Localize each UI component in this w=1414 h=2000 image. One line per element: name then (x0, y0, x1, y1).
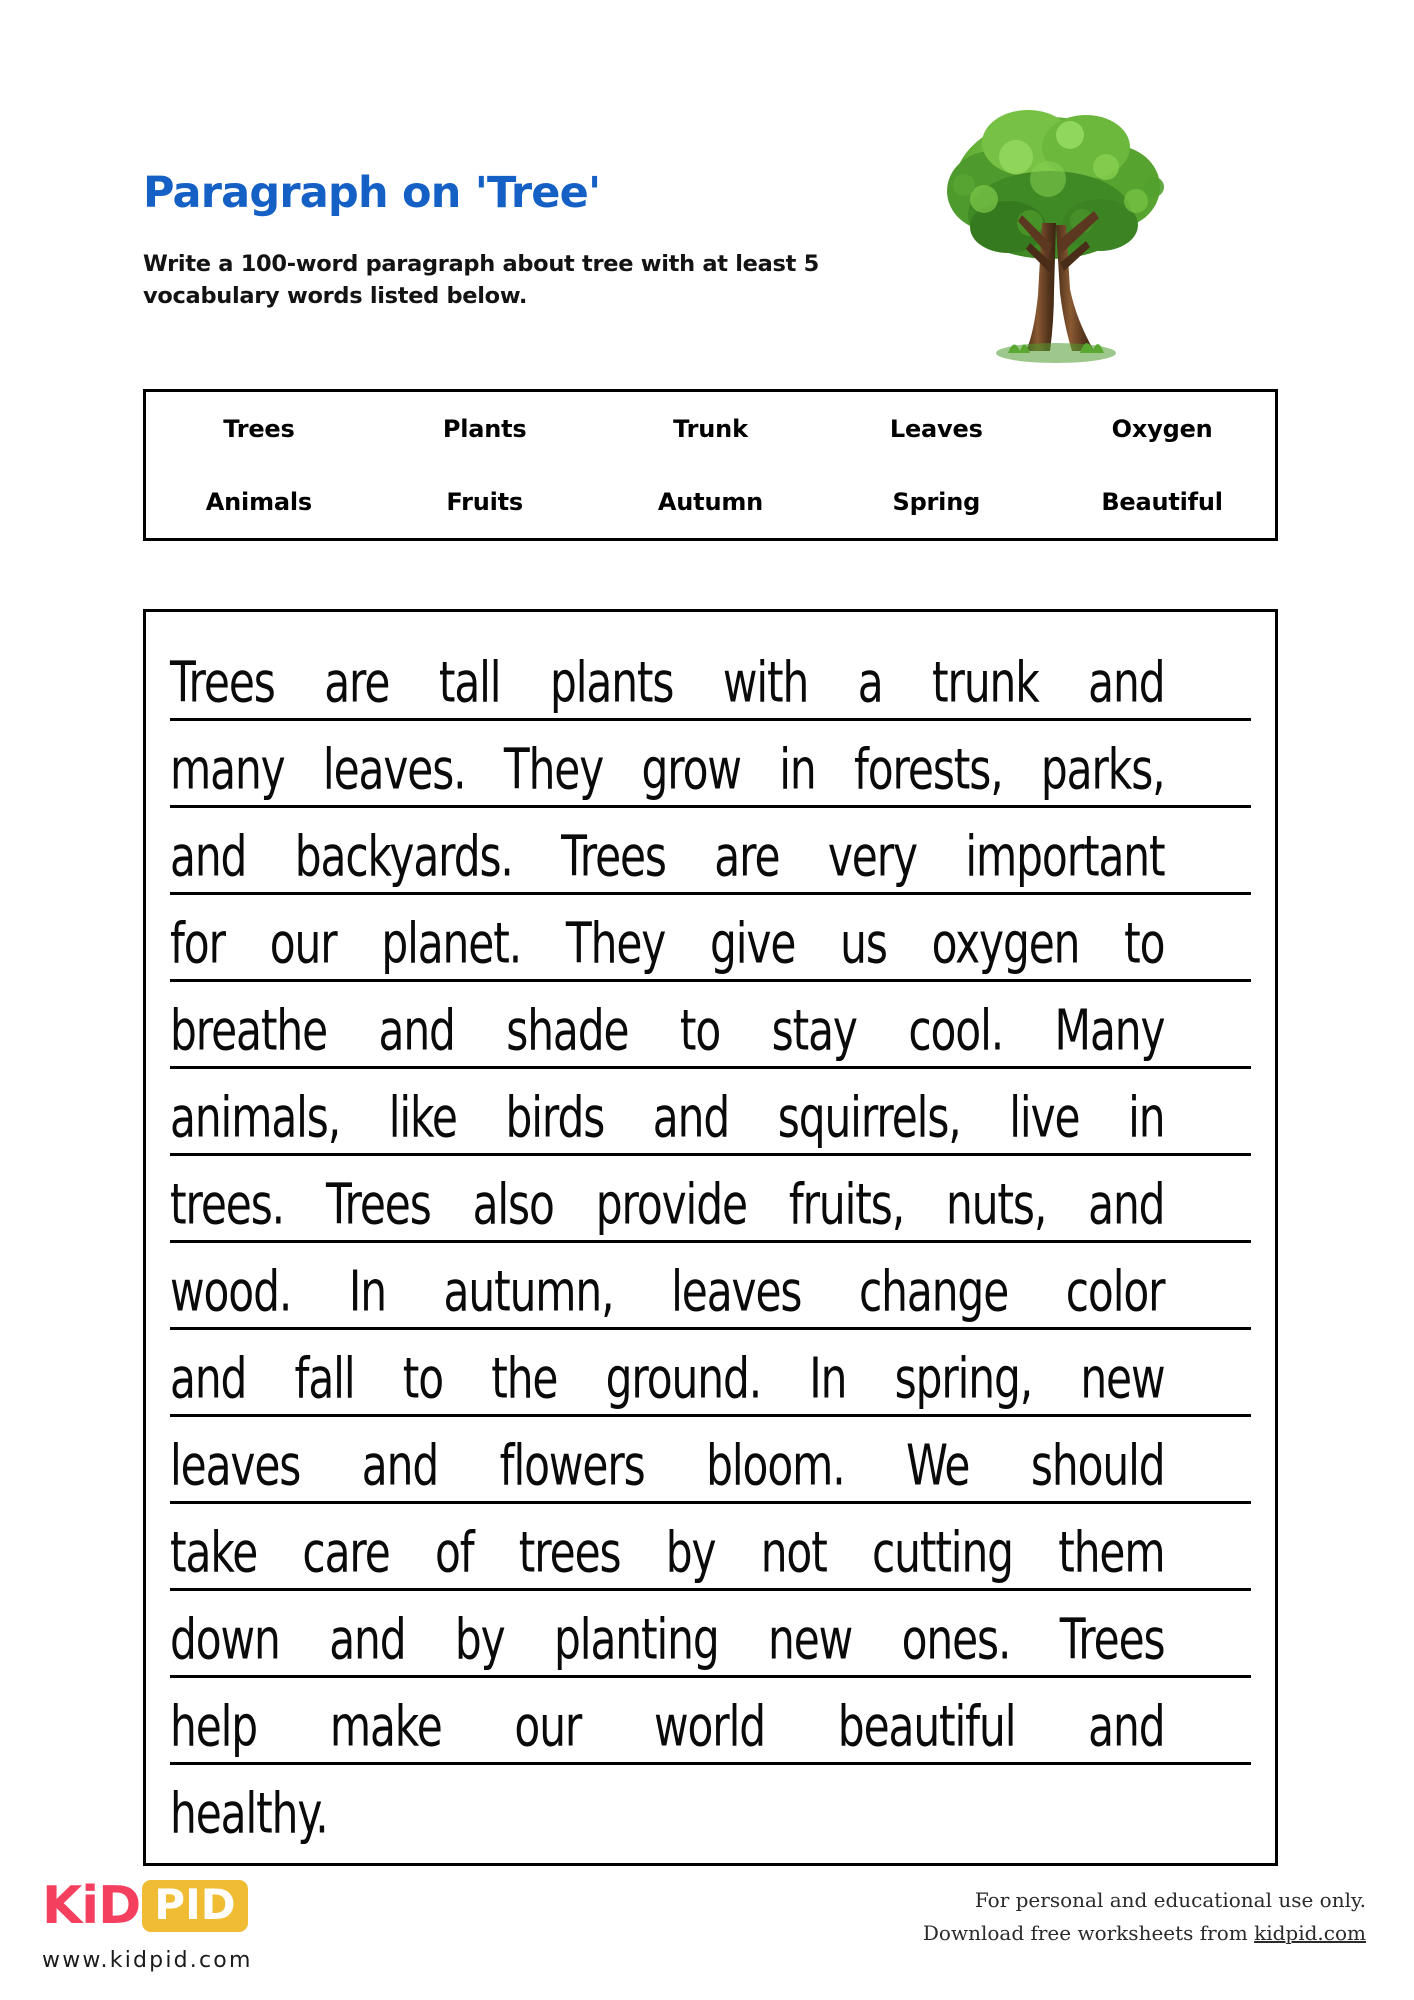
writing-word: Many (1054, 997, 1165, 1063)
writing-word: They (565, 910, 666, 976)
writing-word: wood. (170, 1258, 292, 1324)
writing-line-text (170, 736, 1165, 808)
writing-word: like (388, 1084, 457, 1150)
writing-word: of (434, 1519, 474, 1585)
writing-line[interactable] (170, 1330, 1251, 1417)
writing-word: not (760, 1519, 827, 1585)
writing-word: leaves (671, 1258, 802, 1324)
writing-word: in (779, 736, 816, 802)
writing-word: plants (549, 649, 674, 715)
writing-word: also (472, 1171, 554, 1237)
writing-line[interactable] (170, 895, 1251, 982)
writing-line-text (170, 1258, 1165, 1330)
writing-word: new (768, 1606, 853, 1672)
writing-word: them (1058, 1519, 1165, 1585)
writing-word: live (1009, 1084, 1080, 1150)
writing-word: oxygen (931, 910, 1080, 976)
writing-word: to (402, 1345, 443, 1411)
writing-line-text (170, 1171, 1165, 1243)
vocabulary-word: Trees (223, 414, 295, 443)
writing-word: important (965, 823, 1165, 889)
writing-word: care (302, 1519, 390, 1585)
vocabulary-word: Beautiful (1101, 487, 1223, 516)
writing-line[interactable] (170, 1765, 1251, 1852)
writing-word: and (361, 1432, 439, 1498)
vocabulary-word: Spring (892, 487, 981, 516)
writing-line-text (170, 1606, 1165, 1678)
writing-word: stay (771, 997, 857, 1063)
writing-word: forests, (853, 736, 1003, 802)
writing-word: by (454, 1606, 505, 1672)
writing-word: change (859, 1258, 1009, 1324)
writing-word: make (329, 1693, 442, 1759)
writing-line-text (170, 1780, 1165, 1852)
writing-word: give (710, 910, 796, 976)
writing-word: are (714, 823, 780, 889)
writing-word: planet. (381, 910, 522, 976)
logo-text-pid: PID (142, 1880, 247, 1932)
writing-line-text (170, 1345, 1165, 1417)
kidpid-link[interactable]: kidpid.com (1254, 1921, 1366, 1945)
paragraph-writing-area[interactable] (143, 609, 1278, 1866)
writing-line-text (170, 1693, 1165, 1765)
writing-word: In (348, 1258, 386, 1324)
writing-line-text (170, 823, 1165, 895)
writing-line[interactable] (170, 1591, 1251, 1678)
legal-line-2-prefix: Download free worksheets from (922, 1921, 1255, 1945)
vocabulary-word: Fruits (446, 487, 523, 516)
writing-word: color (1065, 1258, 1165, 1324)
worksheet-instructions: Write a 100-word paragraph about tree with at least 5 vocabulary words listed below. (143, 251, 819, 309)
writing-word: a (857, 649, 883, 715)
writing-word: our (514, 1693, 582, 1759)
writing-word: They (503, 736, 604, 802)
worksheet-header (0, 0, 1414, 380)
worksheet-footer (0, 1866, 1414, 2000)
vocabulary-word: Trunk (673, 414, 748, 443)
writing-word: us (840, 910, 887, 976)
writing-word: trees. (170, 1171, 285, 1237)
writing-word: and (170, 823, 247, 889)
writing-line-text (170, 1519, 1165, 1591)
vocabulary-word: Oxygen (1111, 414, 1213, 443)
writing-word: down (170, 1606, 280, 1672)
writing-word: leaves. (322, 736, 466, 802)
writing-word: should (1030, 1432, 1165, 1498)
writing-word: trees (518, 1519, 621, 1585)
writing-word: autumn, (443, 1258, 614, 1324)
writing-word: squirrels, (777, 1084, 961, 1150)
writing-word: cutting (871, 1519, 1013, 1585)
footer-legal-notice (923, 1884, 1366, 1950)
kidpid-logo[interactable] (42, 1876, 248, 1936)
writing-line[interactable] (170, 1678, 1251, 1765)
vocabulary-word: Leaves (889, 414, 983, 443)
writing-word: and (1088, 649, 1165, 715)
writing-word: are (324, 649, 390, 715)
writing-line[interactable] (170, 1504, 1251, 1591)
writing-word: and (329, 1606, 406, 1672)
writing-word: healthy. (170, 1780, 328, 1846)
writing-word: cool. (908, 997, 1004, 1063)
writing-word: birds (505, 1084, 605, 1150)
writing-word: Trees (325, 1171, 431, 1237)
writing-word: and (1088, 1171, 1165, 1237)
writing-line[interactable] (170, 1417, 1251, 1504)
writing-word: to (1124, 910, 1165, 976)
vocabulary-word: Animals (205, 487, 312, 516)
writing-word: very (827, 823, 917, 889)
writing-word: beautiful (837, 1693, 1016, 1759)
writing-line[interactable] (170, 808, 1251, 895)
writing-word: In (809, 1345, 847, 1411)
writing-word: planting (554, 1606, 719, 1672)
footer-website-url[interactable]: www.kidpid.com (42, 1948, 253, 1973)
writing-line[interactable] (170, 1069, 1251, 1156)
writing-word: flowers (499, 1432, 645, 1498)
writing-word: and (170, 1345, 247, 1411)
writing-word: trunk (932, 649, 1039, 715)
vocabulary-word: Autumn (657, 487, 764, 516)
writing-word: and (1088, 1693, 1165, 1759)
writing-word: parks, (1040, 736, 1165, 802)
writing-line-text (170, 649, 1165, 721)
writing-word: nuts, (945, 1171, 1047, 1237)
writing-word: tall (438, 649, 501, 715)
writing-word: provide (595, 1171, 747, 1237)
writing-word: and (652, 1084, 730, 1150)
writing-word: leaves (170, 1432, 301, 1498)
writing-line[interactable] (170, 1156, 1251, 1243)
writing-line-text (170, 997, 1165, 1069)
writing-word: shade (506, 997, 629, 1063)
writing-word: Trees (1059, 1606, 1165, 1672)
logo-text-kid: KiD (42, 1876, 141, 1936)
writing-word: by (665, 1519, 716, 1585)
vocabulary-word-bank (143, 389, 1278, 541)
writing-word: ground. (605, 1345, 762, 1411)
writing-word: animals, (170, 1084, 341, 1150)
legal-line-1: For personal and educational use only. (974, 1888, 1366, 1912)
writing-word: breathe (170, 997, 328, 1063)
writing-word: spring, (894, 1345, 1033, 1411)
writing-word: new (1080, 1345, 1165, 1411)
legal-line-2 (923, 1917, 1366, 1950)
writing-word: and (378, 997, 455, 1063)
writing-word: to (679, 997, 721, 1063)
writing-word: Trees (170, 649, 275, 715)
writing-line[interactable] (170, 1243, 1251, 1330)
writing-word: bloom. (706, 1432, 845, 1498)
writing-word: in (1128, 1084, 1165, 1150)
vocabulary-word: Plants (442, 414, 527, 443)
writing-line[interactable] (170, 721, 1251, 808)
tree-illustration-icon (930, 95, 1180, 375)
writing-word: our (269, 910, 337, 976)
writing-line-text (170, 910, 1165, 982)
writing-word: fruits, (788, 1171, 905, 1237)
writing-word: ones. (901, 1606, 1011, 1672)
writing-word: for (170, 910, 225, 976)
writing-word: with (722, 649, 809, 715)
writing-line[interactable] (170, 634, 1251, 721)
writing-word: backyards. (294, 823, 513, 889)
writing-word: take (170, 1519, 258, 1585)
writing-word: many (170, 736, 285, 802)
writing-line-text (170, 1084, 1165, 1156)
writing-word: world (654, 1693, 766, 1759)
writing-line-text (170, 1432, 1165, 1504)
writing-word: Trees (561, 823, 666, 889)
vocabulary-grid (146, 392, 1275, 538)
writing-word: the (491, 1345, 558, 1411)
writing-word: We (906, 1432, 970, 1498)
writing-word: fall (294, 1345, 355, 1411)
writing-line[interactable] (170, 982, 1251, 1069)
page-title: Paragraph on 'Tree' (143, 168, 601, 218)
writing-word: grow (641, 736, 741, 802)
writing-word: help (170, 1693, 258, 1759)
